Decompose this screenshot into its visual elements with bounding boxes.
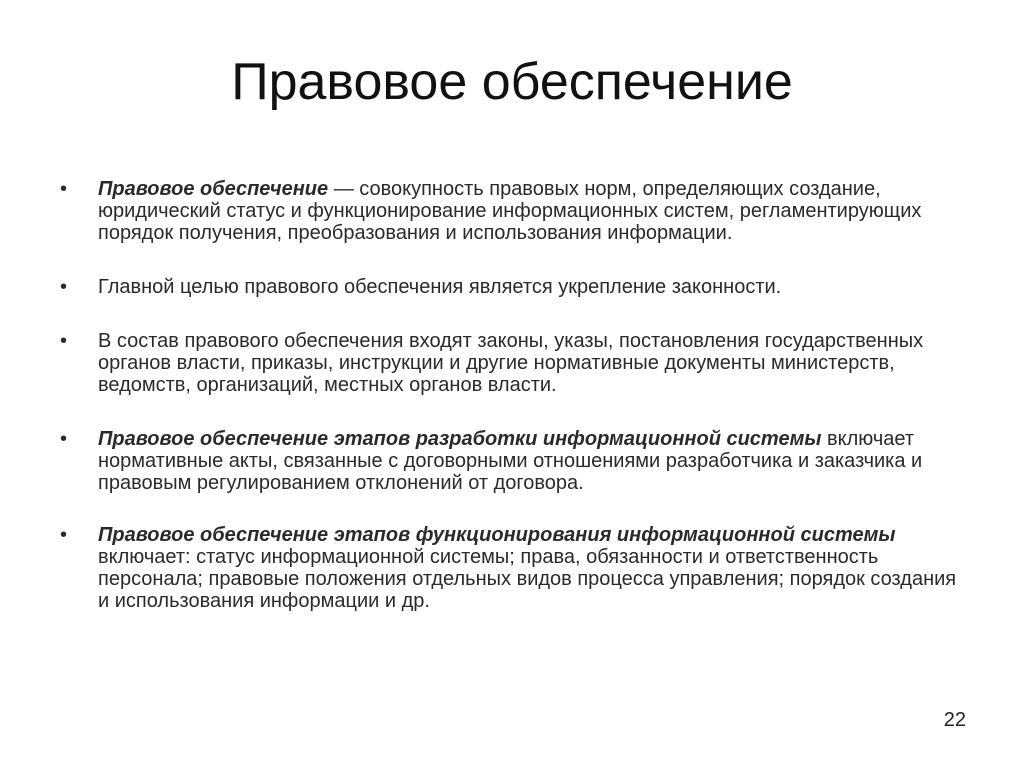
bullet-text: включает нормативные акты, связанные с договорными отношениями разработчика и заказчика и правовым регулированием отклонений от договора. — [98, 428, 923, 494]
bullet-item-legal-support-definition — [60, 178, 970, 244]
bullet-icon: • — [60, 524, 68, 546]
bullet-icon: • — [60, 178, 68, 200]
bullet-icon: • — [60, 428, 68, 450]
bullet-emphasis: Правовое обеспечение этапов разработки информационной системы — [98, 428, 822, 450]
bullet-text: Главной целью правового обеспечения является укрепление законности. — [98, 276, 782, 298]
bullet-text: — совокупность правовых норм, определяющих создание, юридический статус и функционирование информационных систем, регламентирующих порядок получения, преобразования и использования информации. — [98, 178, 922, 244]
slide-title: Правовое обеспечение — [231, 53, 793, 111]
bullet-emphasis: Правовое обеспечение этапов функционирования информационной системы — [98, 524, 896, 546]
bullet-item-operation-stages — [60, 524, 970, 612]
bullet-list — [60, 178, 970, 644]
bullet-icon: • — [60, 330, 68, 352]
bullet-emphasis: Правовое обеспечение — [98, 178, 329, 200]
page-number: 22 — [943, 709, 966, 731]
bullet-icon: • — [60, 276, 68, 298]
bullet-item-main-goal — [60, 276, 970, 298]
bullet-item-development-stages — [60, 428, 970, 494]
bullet-item-composition — [60, 330, 970, 396]
bullet-text: В состав правового обеспечения входят законы, указы, постановления государственных органов власти, приказы, инструкции и другие нормативные документы министерств, ведомств, организаций, местных органов власти. — [98, 330, 924, 396]
bullet-text: включает: статус информационной системы; права, обязанности и ответственность персонала; правовые положения отдельных видов процесса управления; порядок создания и использования информации и др. — [98, 546, 957, 612]
